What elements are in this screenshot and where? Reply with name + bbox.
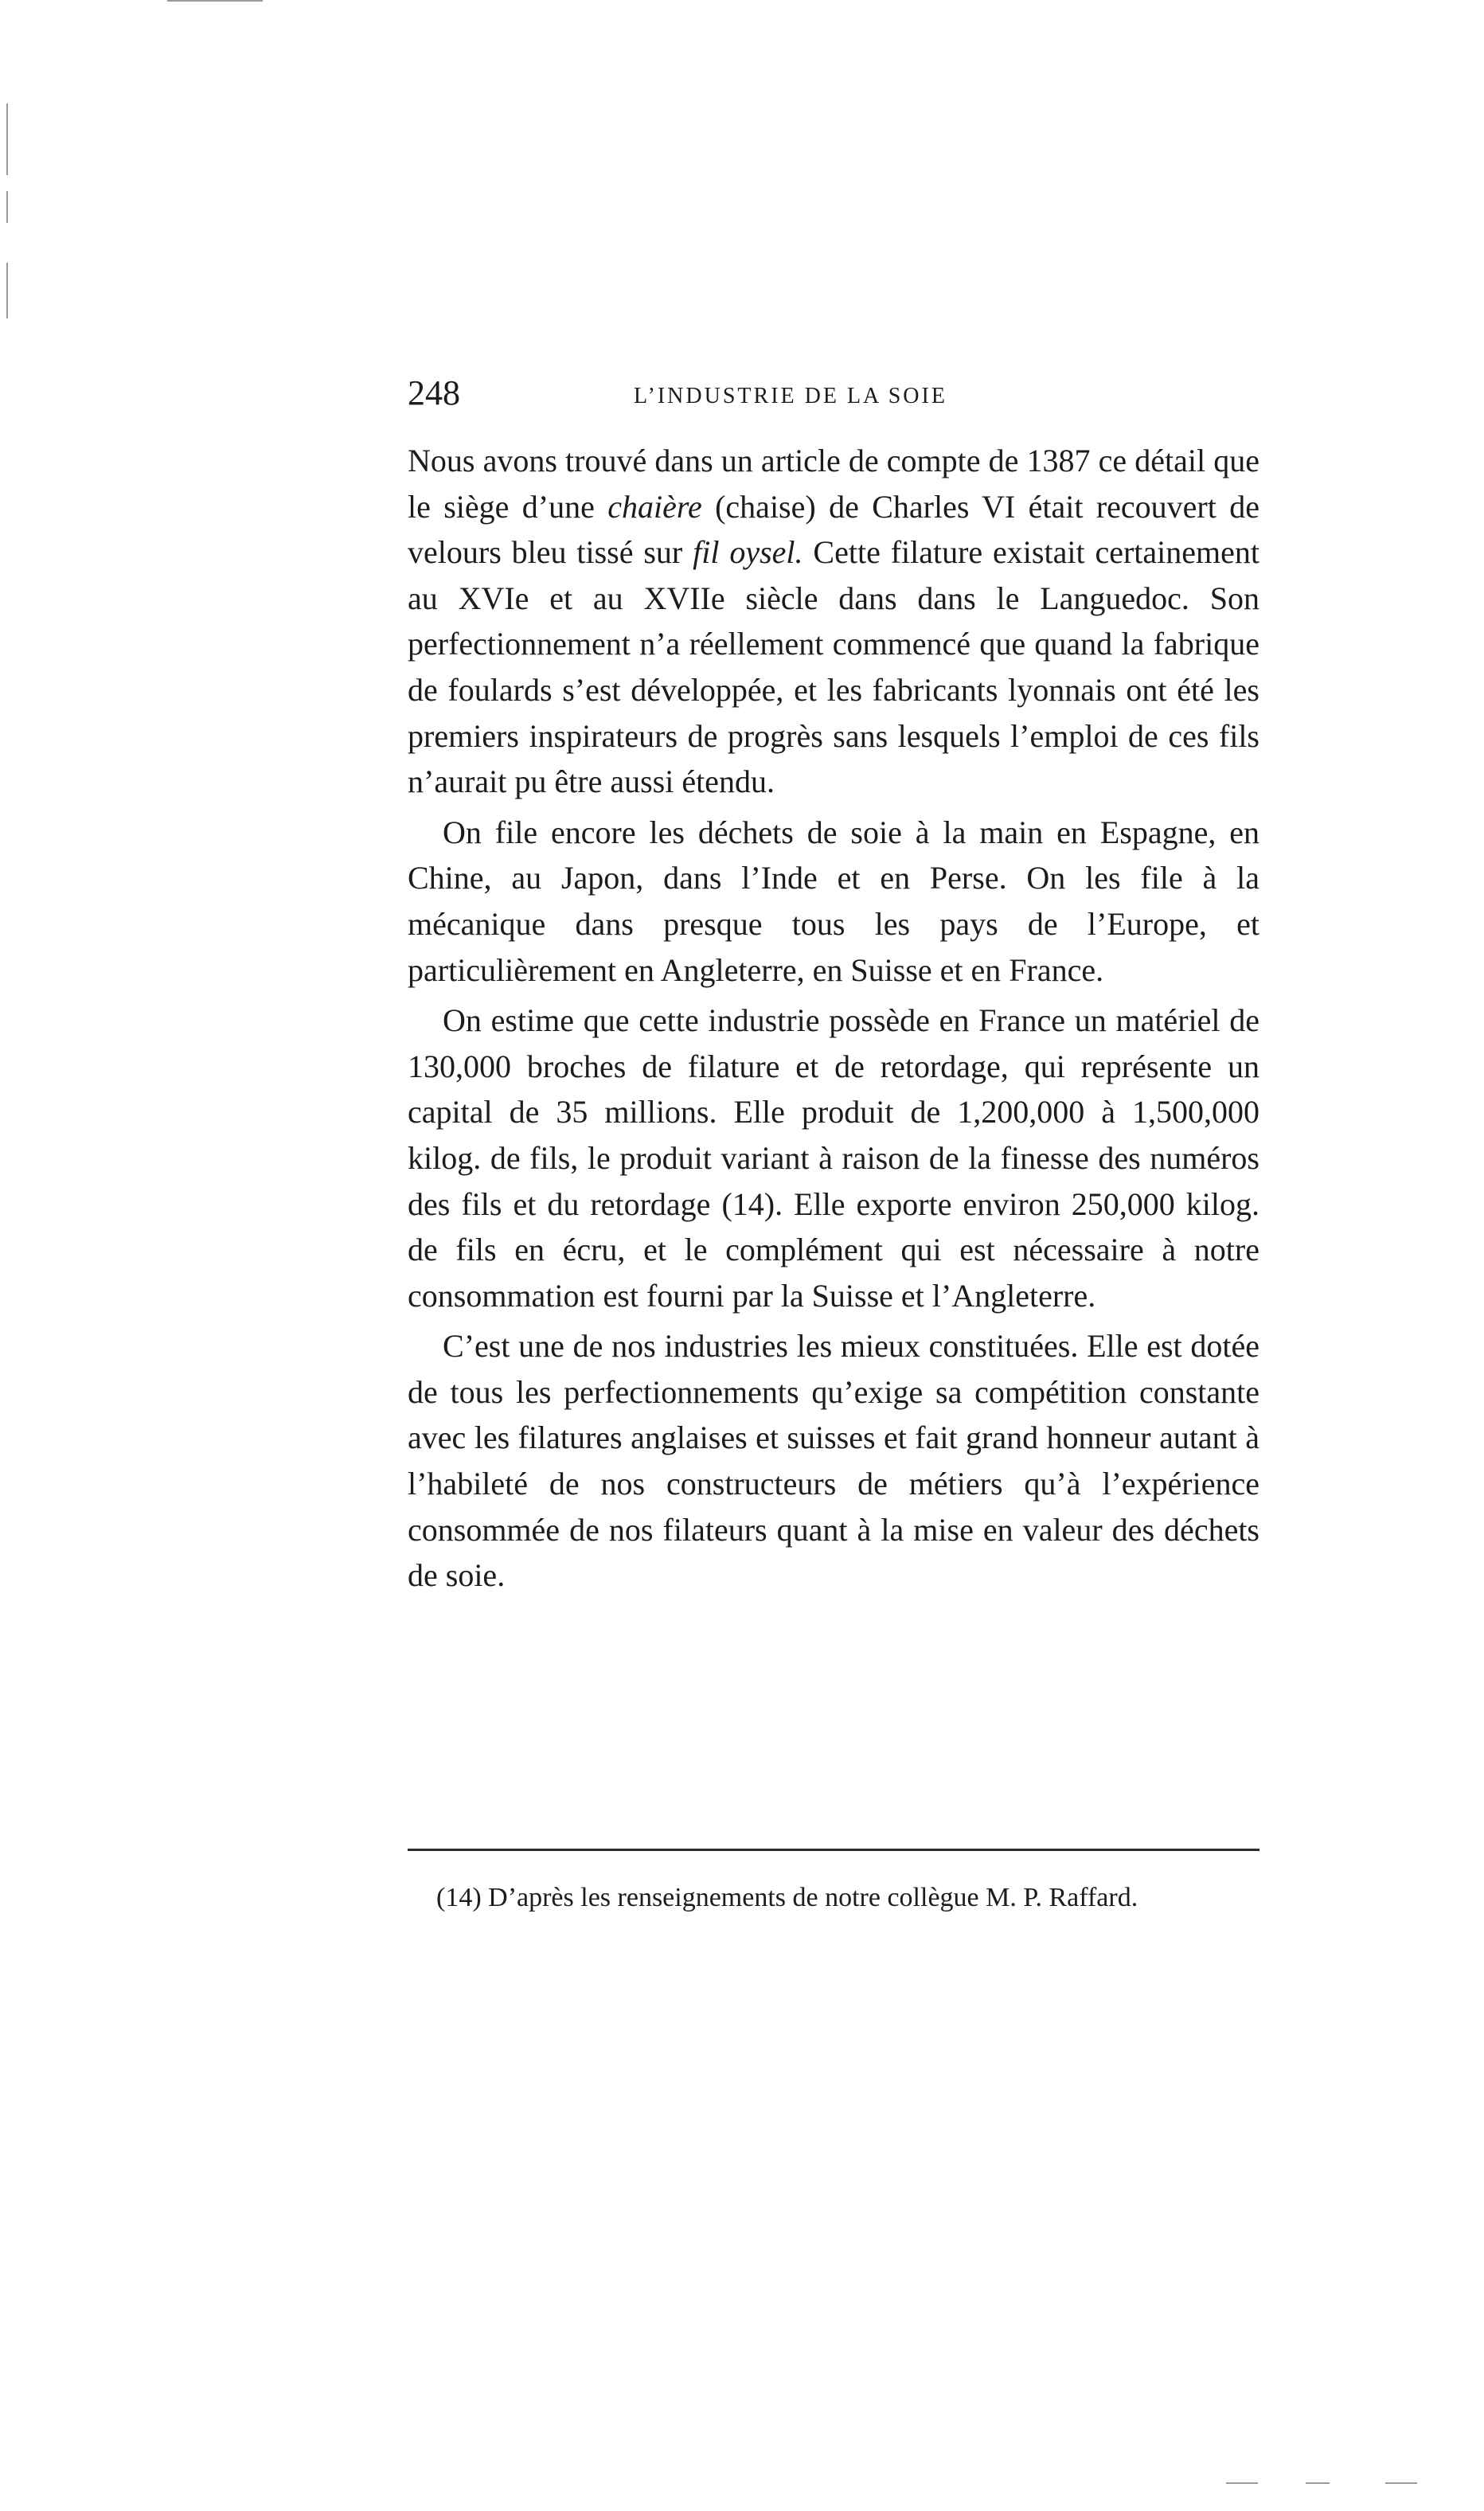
italic-term: fil oysel. [693,534,803,571]
paragraph: On file encore les déchets de soie à la main en Espagne, en Chine, au Japon, dans l’Inde et en Perse. On les file à la mécanique dans presque tous les pays de l’Europe, et particulièrement en Angleterre, en Suisse et en France. [408,814,1259,988]
scan-mark [167,0,263,2]
scan-mark [6,103,8,175]
page-header [408,373,1259,420]
scan-mark [6,263,8,318]
scan-mark [6,191,8,223]
body-text [408,438,1259,1599]
footnote-divider [408,1849,1259,1851]
italic-term: chaière [607,488,702,525]
paragraph: On estime que cette industrie possède en France un matériel de 130,000 broches de filature et de retordage, qui représente un capital de 35 millions. Elle produit de 1,200,000 à 1,500,000 kilog. de fils, le produit variant à raison de la finesse des numéros des fils et du retordage (14). Elle exporte environ 250,000 kilog. de fils en écru, et le complément qui est nécessaire à notre consommation est fourni par la Suisse et l’Angleterre. [408,1002,1259,1314]
scan-mark [1226,2482,1258,2484]
scan-mark [1306,2482,1330,2484]
running-title: L’INDUSTRIE DE LA SOIE [634,384,947,408]
paragraph: C’est une de nos industries les mieux constituées. Elle est dotée de tous les perfectionnements qu’exige sa compétition constante avec les filatures anglaises et suisses et fait grand honneur autant à l’habileté de nos constructeurs de métiers qu’à l’expérience consommée de nos filateurs quant à la mise en valeur des déchets de soie. [408,1328,1259,1594]
paragraph-text: Cette filature existait certainement au XVIe et au XVIIe siècle dans dans le Languedoc. Son perfectionnement n’a réellement commencé que quand la fabrique de foulards s’est développée, et les fabricants lyonnais ont été les premiers inspirateurs de progrès sans lesquels l’emploi de ces fils n’aurait pu être aussi étendu. [408,534,1259,800]
page-number: 248 [408,373,460,412]
paragraph [408,438,1259,805]
paragraph-text: Nous avons trouvé dans un article de compte de 1387 ce détail que le siège d’une [408,443,1259,525]
scan-mark [1385,2482,1417,2484]
paragraph-text: (chaise) de Charles VI était recouvert de velours bleu tissé sur [408,488,1259,571]
footnote: (14) D’après les renseignements de notre collègue M. P. Raffard. [436,1883,1138,1912]
